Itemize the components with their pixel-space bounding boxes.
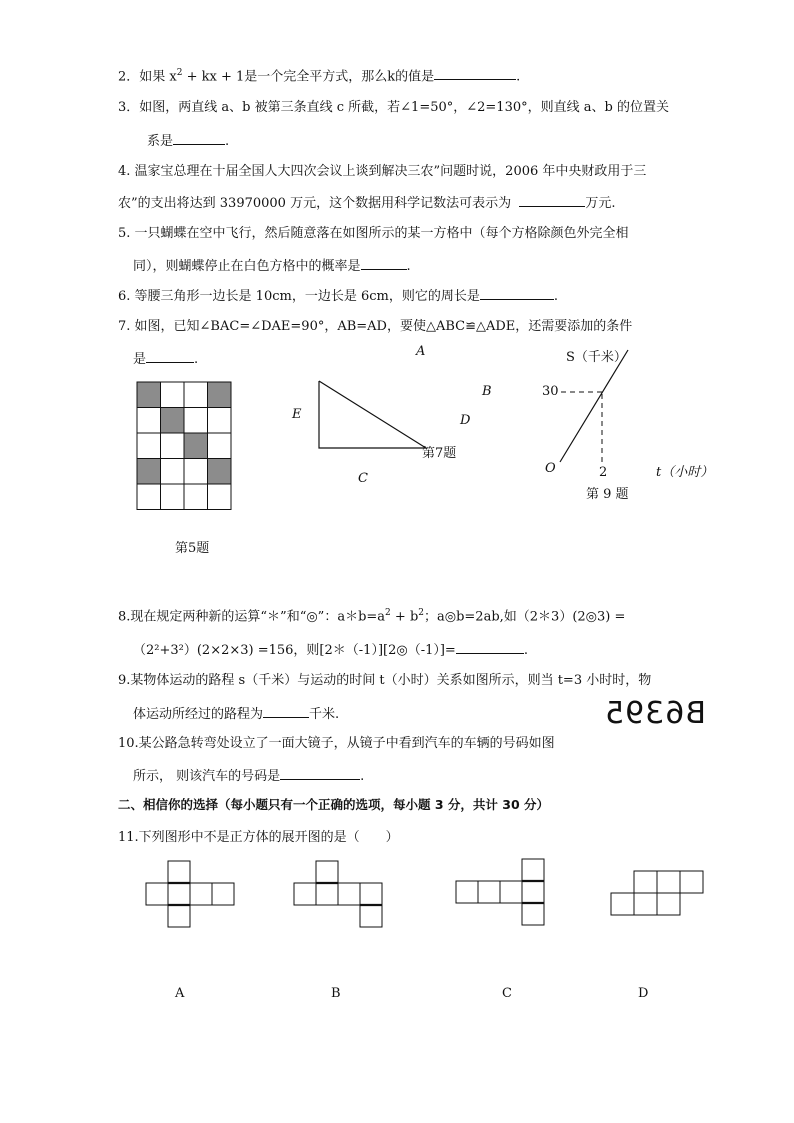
net-option-c	[456, 858, 552, 930]
figure-5-caption: 第5题	[175, 541, 210, 556]
grid-cell-white	[208, 408, 232, 434]
grid-cell-white	[184, 459, 208, 485]
question-5-line2: 同），则蝴蝶停止在白色方格中的概率是 .	[133, 256, 411, 276]
option-label-b[interactable]: B	[331, 986, 341, 1001]
question-2: 2．如果 $x^2$ + kx + 1是一个完全平方式，那么k的值是 .	[118, 68, 521, 85]
question-9-line2: 体运动所经过的路程为 千米.	[133, 704, 339, 724]
figure-7-triangle	[318, 380, 428, 450]
answer-blank[interactable]	[361, 256, 407, 270]
grid-cell-white	[137, 484, 161, 510]
question-3-line1: 3．如图，两直线 a、b 被第三条直线 c 所截，若∠1=50°，∠2=130°，则直线 a、b 的位置关	[118, 100, 669, 115]
mirrored-license-plate: B6395	[604, 696, 706, 731]
label-D: D	[460, 413, 471, 428]
grid-cell-shaded	[208, 382, 232, 408]
grid-cell-shaded	[137, 382, 161, 408]
grid-cell-shaded	[184, 433, 208, 459]
question-10-line1: 10.某公路急转弯处设立了一面大镜子，从镜子中看到汽车的车辆的号码如图	[118, 736, 555, 751]
grid-cell-white	[161, 433, 185, 459]
grid-cell-white	[208, 433, 232, 459]
x-axis-label: t（小时）	[656, 465, 714, 480]
answer-blank[interactable]	[519, 193, 585, 207]
question-3-line2: 系是 .	[147, 131, 229, 151]
question-4-line1: 4. 温家宝总理在十届全国人大四次会议上谈到解决三农”问题时说，2006 年中央财政用于三	[118, 164, 647, 179]
answer-blank[interactable]	[146, 349, 194, 363]
question-6: 6. 等腰三角形一边长是 10cm，一边长是 6cm，则它的周长是 .	[118, 286, 558, 306]
section-2-heading: 二、相信你的选择（每小题只有一个正确的选项，每小题 3 分，共计 30 分）	[118, 797, 550, 812]
answer-blank[interactable]	[480, 286, 554, 300]
y-axis-label: S（千米）	[566, 350, 627, 365]
label-B: B	[482, 384, 492, 399]
figure-7-caption: 第7题	[422, 446, 457, 461]
answer-blank[interactable]	[456, 640, 524, 654]
grid-cell-white	[161, 459, 185, 485]
label-E: E	[292, 407, 302, 422]
option-label-a[interactable]: A	[175, 986, 185, 1001]
grid-cell-white	[184, 408, 208, 434]
answer-blank[interactable]	[280, 766, 360, 780]
question-8-line1: 8.现在规定两种新的运算“＊”和“◎”：$a*b=a^2 + b^2$；a◎b=2ab,如（2＊3）(2◎3) =	[118, 608, 626, 625]
question-7-line2: 是 .	[133, 349, 198, 369]
origin-label: O	[545, 461, 556, 476]
y-tick-30: 30	[542, 384, 559, 399]
grid-cell-shaded	[137, 459, 161, 485]
grid-cell-shaded	[208, 459, 232, 485]
figure-5-grid	[136, 381, 232, 511]
question-8-line2: （2²+3²）(2×2×3) =156，则[2＊（-1）][2◎（-1）]= .	[133, 640, 528, 660]
option-label-c[interactable]: C	[502, 986, 512, 1001]
answer-blank[interactable]	[173, 131, 225, 145]
question-9-line1: 9.某物体运动的路程 s（千米）与运动的时间 t（小时）关系如图所示，则当 t=3 小时时，物	[118, 673, 652, 688]
grid-cell-white	[137, 408, 161, 434]
option-label-d[interactable]: D	[638, 986, 649, 1001]
question-4-line2: 农”的支出将达到 33970000 万元，这个数据用科学记数法可表示为 万元.	[118, 193, 616, 213]
answer-blank[interactable]	[434, 66, 516, 80]
grid-cell-white	[161, 382, 185, 408]
question-5-line1: 5. 一只蝴蝶在空中飞行，然后随意落在如图所示的某一方格中（每个方格除颜色外完全相	[118, 226, 629, 241]
x-tick-2: 2	[599, 465, 608, 480]
grid-cell-white	[137, 433, 161, 459]
question-7-line1: 7. 如图，已知∠BAC=∠DAE=90°，AB=AD，要使△ABC≌△ADE，还需要添加的条件	[118, 319, 633, 334]
net-option-a	[146, 860, 238, 930]
grid-cell-white	[184, 484, 208, 510]
grid-cell-white	[208, 484, 232, 510]
grid-cell-shaded	[161, 408, 185, 434]
figure-9-caption: 第 9 题	[586, 487, 629, 502]
question-11: 11.下列图形中不是正方体的展开图的是（ ）	[118, 830, 399, 845]
label-C: C	[358, 471, 368, 486]
answer-blank[interactable]	[263, 704, 309, 718]
label-A: A	[416, 344, 426, 359]
grid-cell-white	[184, 382, 208, 408]
net-option-b	[294, 860, 386, 930]
net-option-d	[610, 870, 706, 918]
question-10-line2: 所示， 则该汽车的号码是 .	[133, 766, 364, 786]
grid-cell-white	[161, 484, 185, 510]
